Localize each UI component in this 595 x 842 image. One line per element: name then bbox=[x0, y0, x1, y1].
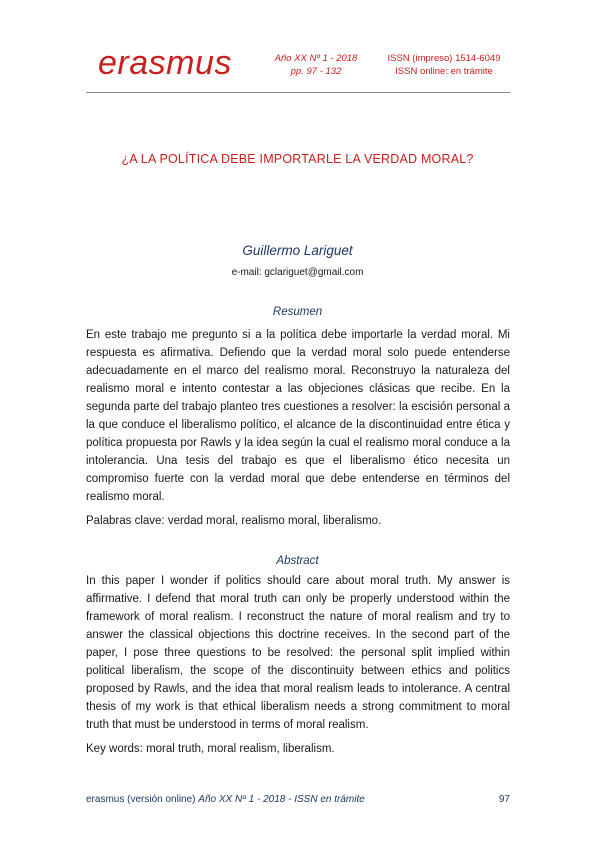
footer-citation bbox=[86, 794, 365, 805]
author-email: e-mail: gclariguet@gmail.com bbox=[231, 267, 364, 278]
issn-online: ISSN online: en trámite bbox=[395, 66, 493, 77]
footer-journal: erasmus (versión online) bbox=[86, 794, 196, 805]
page-footer bbox=[86, 794, 510, 808]
header-divider bbox=[86, 92, 510, 93]
palabras-clave: Palabras clave: verdad moral, realismo moral, liberalismo. bbox=[86, 515, 382, 527]
issue-info bbox=[270, 52, 362, 78]
issn-info bbox=[378, 52, 510, 78]
issue-year: Año XX Nº 1 - 2018 bbox=[274, 53, 358, 64]
resumen-body: En este trabajo me pregunto si a la política debe importarle la verdad moral. Mi respuesta es afirmativa. Defiendo que la verdad moral solo puede entenderse adecuadamente en el marco del realismo moral. Reconstruyo la naturaleza del realismo moral e intento contestar a las objeciones clásicas que recibe. En la segunda parte del trabajo planteo tres cuestiones a resolver: la escisión personal a la que conduce el liberalismo político, el alcance de la discontinuidad entre ética y política propuesta por Rawls y la idea según la cual el realismo moral conduce a la intolerancia. Una tesis del trabajo es que el liberalismo ético necesita un compromiso fuerte con la verdad moral que debe entenderse en términos del realismo moral. bbox=[86, 329, 510, 503]
author-name: Guillermo Lariguet bbox=[242, 243, 353, 258]
page-number: 97 bbox=[498, 794, 510, 805]
resumen-heading: Resumen bbox=[272, 306, 323, 318]
footer-issue: Año XX Nº 1 - 2018 - ISSN en trámite bbox=[198, 794, 365, 805]
issue-pages: pp. 97 - 132 bbox=[290, 66, 342, 77]
abstract-heading: Abstract bbox=[276, 555, 319, 567]
journal-logo: erasmus bbox=[98, 44, 232, 82]
key-words: Key words: moral truth, moral realism, liberalism. bbox=[86, 743, 335, 755]
abstract-body: In this paper I wonder if politics should care about moral truth. My answer is affirmative. I defend that moral truth can only be properly understood within the framework of moral realism. I reconstruct the nature of moral realism and try to answer the classical objections this doctrine receives. In the second part of the paper, I pose three questions to be resolved: the personal split implied within political liberalism, the scope of the discontinuity between ethics and politics proposed by Rawls, and the idea that moral realism leads to intolerance. A central thesis of my work is that ethical liberalism needs a strong commitment to moral truth that must be understood in terms of moral realism. bbox=[86, 575, 510, 731]
page-header bbox=[86, 40, 510, 92]
issn-print: ISSN (impreso) 1514-6049 bbox=[387, 53, 501, 64]
article-title: ¿A LA POLÍTICA DEBE IMPORTARLE LA VERDAD MORAL? bbox=[121, 152, 474, 166]
